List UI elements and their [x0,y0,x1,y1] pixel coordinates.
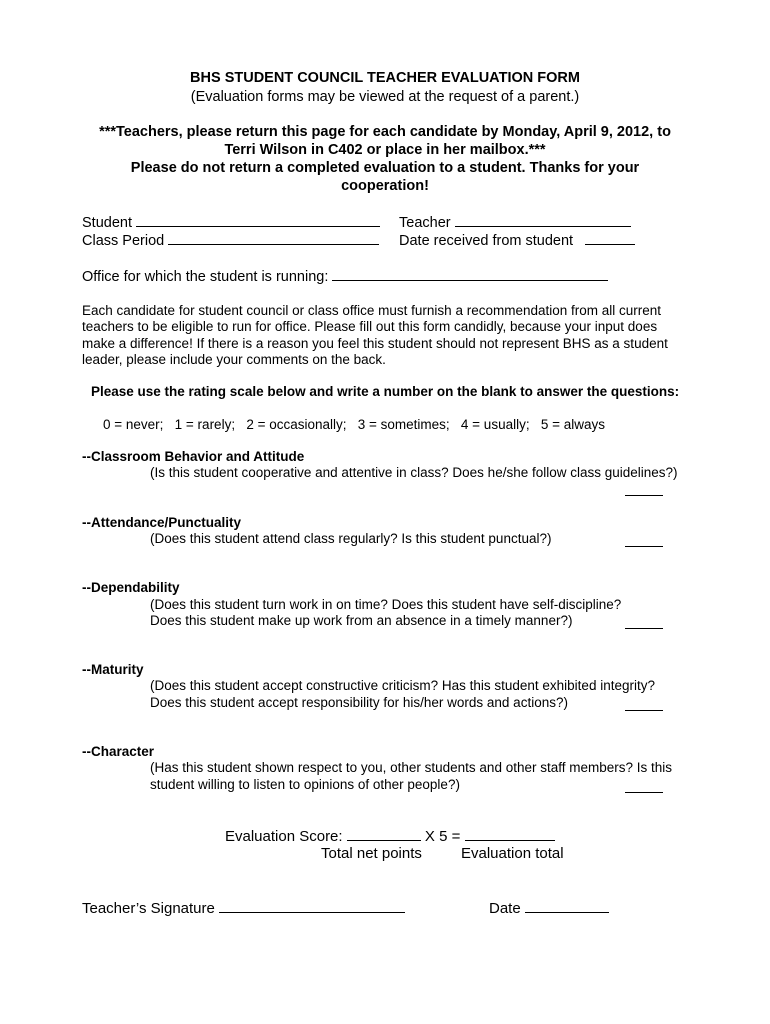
class-period-label: Class Period [82,233,165,249]
rating-blank[interactable] [625,779,663,793]
teacher-signature-blank[interactable] [219,899,405,913]
office-label: Office for which the student is running: [82,269,329,285]
rating-blank[interactable] [625,697,663,711]
question-text: student willing to listen to opinions of other people?) [150,777,460,792]
question-text: (Has this student shown respect to you, other students and other staff members? Is this [150,760,673,775]
evaluation-score-row [225,827,555,845]
evaluation-score-label: Evaluation Score: [225,828,343,845]
class-period-field [82,231,379,249]
question-text: (Does this student turn work in on time? Does this student have self-discipline? [150,597,622,612]
class-period-blank[interactable] [168,231,379,245]
net-points-caption: Total net points [321,845,422,862]
signature-date-blank[interactable] [525,899,609,913]
teacher-signature-label: Teacher’s Signature [82,900,215,917]
student-label: Student [82,215,132,231]
signature-date-field [489,899,609,917]
evaluation-total-blank[interactable] [465,827,555,841]
question-text: Does this student accept responsibility for his/her words and actions?) [150,695,568,710]
teacher-field [399,213,631,231]
rating-blank[interactable] [625,615,663,629]
student-field [82,213,380,231]
form-subtitle: (Evaluation forms may be viewed at the request of a parent.) [190,89,580,105]
question-text: Does this student make up work from an absence in a timely manner?) [150,613,573,628]
notice-line-2: Terri Wilson in C402 or place in her mailbox.*** [224,142,546,158]
question-text: (Does this student attend class regularly? Is this student punctual?) [150,531,552,546]
intro-line-2: teachers to be eligible to run for office. Please fill out this form candidly, because your input does [82,319,658,334]
signature-date-label: Date [489,900,521,917]
notice-line-3: Please do not return a completed evaluation to a student. Thanks for your [130,160,640,176]
rating-blank[interactable] [625,533,663,547]
student-blank[interactable] [136,213,380,227]
net-points-blank[interactable] [347,827,421,841]
teacher-blank[interactable] [455,213,631,227]
teacher-label: Teacher [399,215,451,231]
question-heading: --Classroom Behavior and Attitude [82,449,305,464]
date-received-blank[interactable] [585,231,635,245]
date-received-field [399,231,635,249]
teacher-signature-field [82,899,405,917]
question-heading: --Character [82,744,155,759]
rating-instruction: Please use the rating scale below and write a number on the blank to answer the questions: [91,384,680,399]
question-heading: --Attendance/Punctuality [82,515,242,530]
date-received-label: Date received from student [399,233,574,249]
office-blank[interactable] [332,267,608,281]
intro-line-3: make a difference! If there is a reason you feel this student should not represent BHS as a student [82,336,668,351]
rating-scale: 0 = never; 1 = rarely; 2 = occasionally; 3 = sometimes; 4 = usually; 5 = always [103,417,605,432]
evaluation-total-caption: Evaluation total [461,845,564,862]
intro-line-1: Each candidate for student council or class office must furnish a recommendation from all current [82,303,662,318]
times-five-label: X 5 = [424,828,461,845]
question-heading: --Dependability [82,580,180,595]
office-field [82,267,608,285]
rating-blank[interactable] [625,482,663,496]
notice-line-4: cooperation! [341,178,429,194]
question-text: (Is this student cooperative and attentive in class? Does he/she follow class guidelines?) [150,465,678,480]
form-title: BHS STUDENT COUNCIL TEACHER EVALUATION FORM [190,70,580,86]
notice-line-1: ***Teachers, please return this page for each candidate by Monday, April 9, 2012, to [99,124,671,140]
intro-line-4: leader, please include your comments on the back. [82,352,386,367]
question-heading: --Maturity [82,662,144,677]
question-text: (Does this student accept constructive criticism? Has this student exhibited integrity? [150,678,655,693]
